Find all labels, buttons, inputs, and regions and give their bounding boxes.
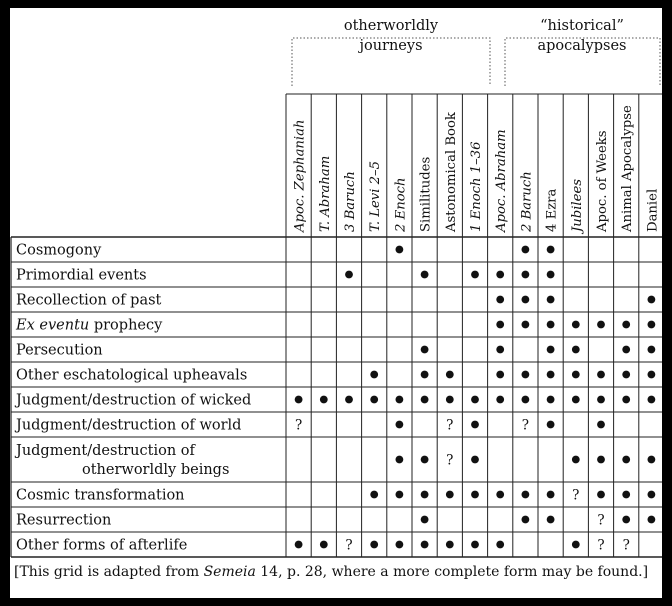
cell-dot-mark (370, 371, 378, 379)
cell-dot-mark (547, 321, 555, 329)
cell-dot-mark (547, 396, 555, 404)
cell-dot-mark (421, 271, 429, 279)
cell-dot-mark (446, 371, 454, 379)
cell-dot-mark (370, 541, 378, 549)
row-label-continued: otherworldly beings (82, 462, 230, 478)
row-label: Recollection of past (16, 292, 162, 309)
cell-dot-mark (421, 346, 429, 354)
cell-dot-mark (345, 271, 353, 279)
cell-dot-mark (622, 491, 630, 499)
cell-dot-mark (446, 396, 454, 404)
cell-dot-mark (421, 371, 429, 379)
cell-dot-mark (522, 246, 530, 254)
cell-dot-mark (421, 456, 429, 464)
cell-dot-mark (471, 491, 479, 499)
group-header-1-line1: otherworldly (343, 18, 439, 34)
cell-dot-mark (396, 491, 404, 499)
cell-uncertain-mark: ? (345, 537, 353, 554)
group-header-1-line2: journeys (359, 38, 423, 54)
cell-dot-mark (547, 346, 555, 354)
row-label: Other forms of afterlife (16, 537, 188, 554)
column-header: Jubilees (569, 178, 585, 232)
cell-dot-mark (496, 491, 504, 499)
cell-dot-mark (446, 491, 454, 499)
footnote (14, 564, 658, 580)
cell-dot-mark (547, 296, 555, 304)
cell-dot-mark (622, 456, 630, 464)
row-label-rest: prophecy (89, 317, 163, 334)
cell-dot-mark (597, 321, 605, 329)
cell-dot-mark (547, 516, 555, 524)
cell-dot-mark (622, 516, 630, 524)
cell-dot-mark (547, 271, 555, 279)
cell-uncertain-mark: ? (597, 512, 605, 529)
group-header-2-line2: apocalypses (537, 38, 627, 54)
row-label: Persecution (16, 342, 103, 359)
cell-dot-mark (622, 396, 630, 404)
cell-dot-mark (522, 396, 530, 404)
column-header: Apoc. Zephaniah (292, 119, 308, 232)
cell-dot-mark (572, 541, 580, 549)
cell-dot-mark (421, 541, 429, 549)
cell-dot-mark (421, 396, 429, 404)
cell-dot-mark (496, 296, 504, 304)
cell-dot-mark (370, 396, 378, 404)
cell-dot-mark (572, 456, 580, 464)
cell-dot-mark (496, 371, 504, 379)
column-header: 1 Enoch 1–36 (469, 141, 484, 232)
apocalypse-feature-grid (10, 8, 662, 560)
cell-dot-mark (597, 456, 605, 464)
cell-dot-mark (396, 541, 404, 549)
column-header: 2 Enoch (393, 177, 409, 232)
cell-dot-mark (295, 396, 303, 404)
column-header: 4 Ezra (544, 188, 560, 232)
footnote-pre: [This grid is adapted from (14, 564, 204, 580)
cell-uncertain-mark: ? (294, 417, 303, 434)
cell-dot-mark (547, 421, 555, 429)
cell-dot-mark (597, 491, 605, 499)
cell-dot-mark (396, 396, 404, 404)
cell-dot-mark (622, 371, 630, 379)
column-header: T. Abraham (317, 155, 333, 232)
footnote-source: Semeia (203, 564, 256, 580)
cell-dot-mark (572, 321, 580, 329)
cell-dot-mark (522, 271, 530, 279)
cell-dot-mark (572, 371, 580, 379)
row-label: Judgment/destruction of wicked (16, 392, 252, 409)
cell-dot-mark (471, 396, 479, 404)
row-label-italic: Ex eventu (16, 317, 90, 334)
cell-dot-mark (648, 296, 656, 304)
cell-dot-mark (648, 491, 656, 499)
cell-dot-mark (572, 396, 580, 404)
cell-dot-mark (496, 346, 504, 354)
column-header: Apoc. Abraham (494, 129, 510, 232)
column-header: Apoc. of Weeks (595, 130, 610, 232)
cell-dot-mark (547, 371, 555, 379)
row-label: Primordial events (16, 267, 147, 284)
cell-dot-mark (496, 541, 504, 549)
page (10, 8, 662, 598)
cell-dot-mark (522, 321, 530, 329)
cell-dot-mark (522, 516, 530, 524)
cell-dot-mark (522, 371, 530, 379)
column-header: Animal Apocalypse (620, 105, 636, 232)
cell-dot-mark (471, 456, 479, 464)
row-label: Other eschatological upheavals (16, 367, 248, 384)
cell-dot-mark (421, 491, 429, 499)
cell-dot-mark (547, 246, 555, 254)
cell-uncertain-mark: ? (521, 417, 530, 434)
cell-dot-mark (597, 421, 605, 429)
column-header: Similitudes (418, 156, 434, 232)
cell-dot-mark (446, 541, 454, 549)
cell-dot-mark (471, 271, 479, 279)
cell-dot-mark (396, 421, 404, 429)
cell-dot-mark (622, 346, 630, 354)
column-header: Astonomical Book (443, 112, 459, 232)
cell-dot-mark (471, 541, 479, 549)
cell-dot-mark (421, 516, 429, 524)
cell-dot-mark (572, 346, 580, 354)
cell-dot-mark (648, 396, 656, 404)
row-label: Cosmic transformation (16, 487, 185, 504)
column-header: 2 Baruch (519, 171, 535, 232)
column-header: T. Levi 2–5 (368, 160, 384, 232)
cell-dot-mark (547, 491, 555, 499)
column-header: 3 Baruch (343, 171, 358, 232)
cell-dot-mark (496, 321, 504, 329)
cell-dot-mark (522, 491, 530, 499)
footnote-post: 14, p. 28, where a more complete form may be found.] (255, 564, 649, 580)
cell-dot-mark (320, 541, 328, 549)
cell-dot-mark (597, 396, 605, 404)
group-header-2-line1: “historical” (540, 18, 624, 34)
cell-uncertain-mark: ? (572, 487, 580, 504)
cell-dot-mark (522, 296, 530, 304)
cell-dot-mark (648, 516, 656, 524)
cell-uncertain-mark: ? (446, 452, 454, 469)
cell-dot-mark (496, 271, 504, 279)
row-label: Cosmogony (16, 242, 102, 259)
cell-dot-mark (648, 346, 656, 354)
cell-dot-mark (648, 321, 656, 329)
cell-dot-mark (496, 396, 504, 404)
cell-dot-mark (396, 246, 404, 254)
cell-dot-mark (320, 396, 328, 404)
cell-uncertain-mark: ? (597, 537, 605, 554)
row-label: Resurrection (16, 512, 112, 529)
cell-dot-mark (648, 371, 656, 379)
cell-dot-mark (471, 421, 479, 429)
cell-dot-mark (648, 456, 656, 464)
cell-dot-mark (597, 371, 605, 379)
cell-dot-mark (622, 321, 630, 329)
cell-dot-mark (370, 491, 378, 499)
row-label: Judgment/destruction of (16, 443, 195, 459)
row-label (15, 318, 163, 334)
column-header: Daniel (645, 188, 661, 232)
row-label: Judgment/destruction of world (16, 417, 242, 434)
cell-uncertain-mark: ? (446, 417, 454, 434)
cell-dot-mark (345, 396, 353, 404)
cell-dot-mark (396, 456, 404, 464)
cell-dot-mark (295, 541, 303, 549)
cell-uncertain-mark: ? (622, 537, 630, 554)
